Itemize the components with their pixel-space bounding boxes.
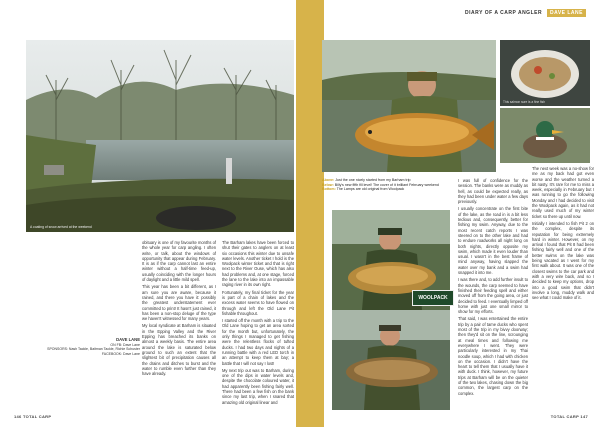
bait-caption: This salmon sure is a fine fish	[503, 100, 545, 104]
bottom-carp-photo	[332, 310, 450, 410]
paragraph: I was there and, to add further insult to the wounds, the carp seemed to have finished their feeding spell and either moved off from the going area, or just decided to feed. I eventually limped off home with just one small mirror to show for my efforts.	[458, 277, 528, 315]
paragraph: That said, I was entertained the entire trip by a pair of tame ducks who spent most of the trip in my bivvy doorway; then they'd sit on the line, scrounging at meal times and following me everywhere I went. They were particularly interested in my Thai noodle soup, which I had with chicken on the occasion. I didn't have the heart to tell them that I usually have it with duck. I think, however, my future trips at Barham will be on the quieter of the two lakes, chasing down the big common, the largest carp on the complex.	[458, 316, 528, 396]
series-title: DIARY OF A CARP ANGLER	[465, 10, 543, 16]
author-tag: DAVE LANE	[547, 9, 586, 17]
caption-below-text: Billy's new fifth fill level! The cover of it brilliant February weekend	[334, 182, 439, 187]
left-photo-caption: A coating of snow arrived at the weekend	[30, 225, 92, 229]
paragraph: obituary is one of my favourite months of the whole year for carp angling. I often write, or talk, about the windows of opportunity that appear during February. It is as if the carp cannot last an entire winter without a half-time feed-up, usually coinciding with the longer hours of daylight and a little mild spell.	[142, 240, 216, 283]
caption-bottom	[322, 187, 462, 192]
woolpack-sign-text: WOOLPACK	[418, 295, 448, 301]
author-line-2: SPONSORS: Nash Tackle, Baitman Tackle, Richie Schuster	[47, 347, 140, 352]
caption-bottom-text: The Lamps are old original from Woolpack	[336, 187, 405, 192]
paragraph: I started off the month with a trip to the Old Lane hoping to get an area sorted for the month but, unfortunately, the only things I managed to get fishing were the relentless flocks of tufted ducks. I had two days and nights of a running battle with a red LED torch in an attempt to keep them at bay; a battle that I will not say I lost!	[222, 318, 294, 366]
duck-image	[500, 108, 590, 163]
paragraph: I was full of confidence for the session. The banks were as muddy as hell, as could be expected really, as they had been under water a few days previously.	[458, 178, 528, 205]
author-line-3: FACEBOOK: Dave Lane	[101, 351, 140, 356]
page-header	[465, 10, 586, 16]
paragraph: My local syndicate at Barham is situated in the Epping Valley and the River Epping has breached its banks on almost a weekly basis. The entire area around the lake is saturated below ground to such an extent that the slightest bit of precipitation causes all the drains and ditches to burst and the water to rumble even further than they have already.	[142, 323, 216, 377]
page-footer-right: TOTAL CARP 147	[550, 414, 588, 419]
caption-below-label: Below:	[322, 182, 334, 187]
author-name: DAVE LANE	[116, 337, 140, 342]
left-text-column-1	[142, 240, 216, 418]
bait-bowl-image	[500, 40, 590, 106]
paragraph: My next trip out was to Barham, during one of the dips in water levels and, despite the chocolate coloured water, it had apparently been fishing fairly well. There had been a few fish on the bank since my last trip, when I snared that amazing old original linear and	[222, 367, 294, 405]
right-text-column-2	[532, 166, 594, 410]
caption-above-text: Just the one nicely started from my Barham trip	[335, 178, 411, 182]
left-text-column-2	[222, 240, 294, 418]
bottom-angler-image	[332, 310, 450, 410]
paragraph: I usually concentrate on the first bite of the lake, as the road in is a bit less tedious and, consequently, better for fishing my swim. Anyway, due to the most recent catch reports I was steered on to the other lake and had to endure roadworks all night long on both nights, directly opposite my swim, which made it even louder than usual. I wasn't in the best frame of mind anyway, having slapped the water over my bank and a swim had snapped it into me.	[458, 206, 528, 276]
right-text-column-1	[458, 178, 528, 410]
paragraph: Initially I intended to fish Pit 2 on the complex, despite its reputation for being extremely hard in winter. However, on my arrival I found that Pit 8 had been fishing fairly well and one of the better swims on the lake was being vacated as I went for my first walk about. It was one of the closest swims to the car park and with a very wire back, and so I decided to keep my options, drop into a good swim that didn't involve a long, muddy walk and see what I could make of it.	[532, 220, 594, 301]
caption-bottom-label: Bottom:	[322, 187, 336, 192]
duck-photo	[500, 108, 590, 163]
lake-landscape-image	[26, 40, 294, 232]
paragraph: The Barham lakes have been forced to shut their gates to anglers on at least six occasions this winter due to unsafe water levels. Another ticket I hold is the Woolpack winter ticket and that is right next to the River Ouse, which has also had problems and, at one stage, forced the lane to the lake into an impassable raging river in its own right.	[222, 240, 294, 288]
lake-landscape-photo	[26, 40, 294, 232]
page-footer-left: 146 TOTAL CARP	[14, 414, 52, 419]
right-page	[300, 0, 600, 427]
paragraph: The next week was a no-show for me as my back had got even worse and the weather turned a bit nasty. It's rare for me to miss a week, especially in February but I was running to go the following Monday and I had decided to visit the Woolpack again, as it had not really used much of my winter ticket so there up until now.	[532, 166, 594, 219]
top-carp-photo	[322, 40, 496, 172]
woolpack-sign	[412, 290, 454, 306]
paragraph: This year has been a bit different, as I am sure you are aware, because it rained, and there you have it: possibly the greatest understatement ever committed to print! It hasn't just rained, it has been a non-stop deluge of the type we haven't witnessed for many years.	[142, 284, 216, 322]
bait-bowl-photo	[500, 40, 590, 106]
author-line-1: ON FB: Dave Lane	[110, 342, 140, 347]
caption-above-label: Above:	[322, 178, 335, 182]
captions-block	[322, 178, 462, 192]
paragraph: Fortunately, my final ticket for the year is part of a chain of lakes and the excess water seems to have flowed on through and left the Old Lane Pit fishable throughout.	[222, 289, 294, 316]
author-box	[28, 338, 140, 356]
angler-with-carp-image	[322, 40, 496, 172]
